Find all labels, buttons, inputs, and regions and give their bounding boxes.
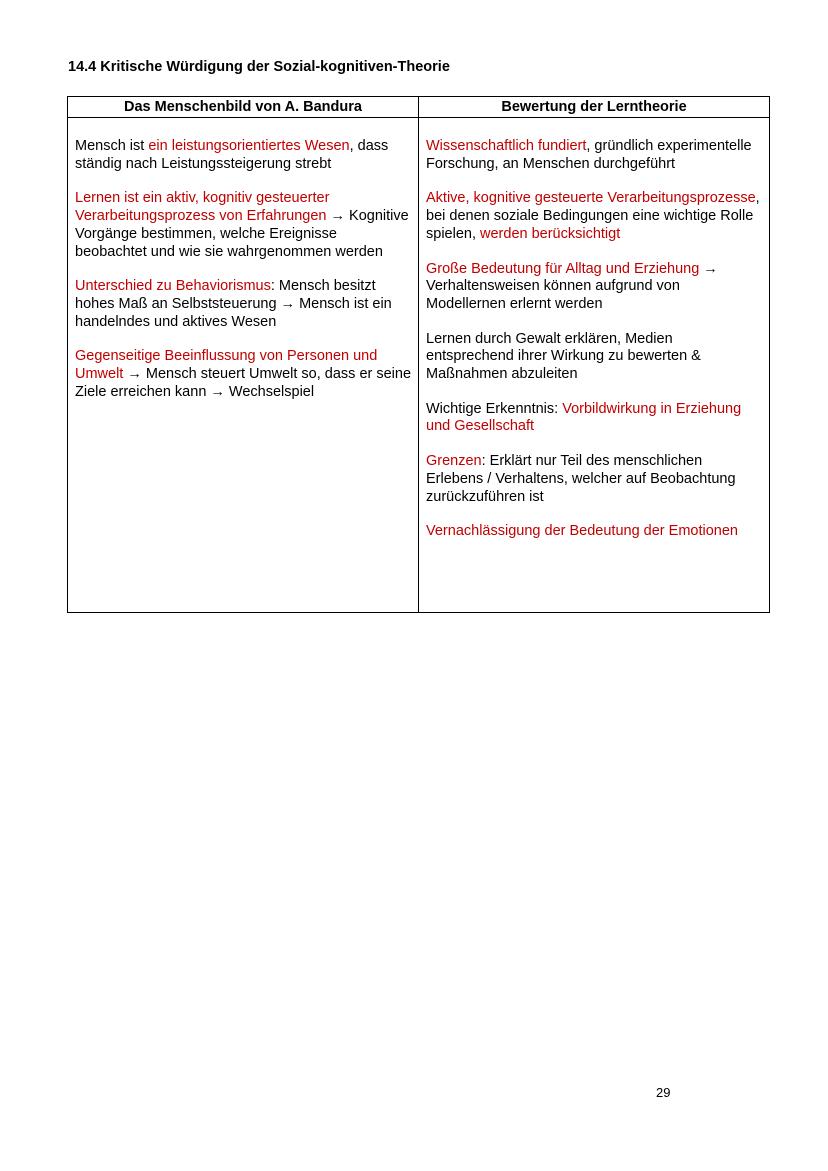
body-text: Wichtige Erkenntnis: [426,400,563,417]
bewertung-paragraph [426,523,763,541]
bewertung-paragraph [426,261,763,314]
section-title: 14.4 Kritische Würdigung der Sozial-kognitiven-Theorie [68,59,450,75]
highlight-text: Große Bedeutung für Alltag und Erziehung [426,260,700,277]
menschenbild-cell [68,118,419,613]
highlight-text: Grenzen [426,453,482,470]
bewertung-cell [419,118,770,613]
body-text: Mensch ist [75,138,149,154]
body-text: : Erklärt nur Teil des menschlichen Erlebens / Verhaltens, welcher auf Beobachtung zurückzuführen ist [426,453,736,505]
body-text: , gründlich experimentelle Forschung, an Menschen durchgeführt [426,138,752,172]
highlight-text: Aktive, kognitive gesteuerte Verarbeitungsprozesse [426,190,756,207]
bewertung-paragraphs [426,138,763,541]
body-text: → Kognitive Vorgänge bestimmen, welche Ereignisse beobachtet und wie sie wahrgenommen werden [75,208,409,260]
header-menschenbild: Das Menschenbild von A. Bandura [68,97,419,118]
menschenbild-paragraph [75,278,412,331]
highlight-text: Vernachlässigung der Bedeutung der Emotionen [426,523,738,540]
bewertung-paragraph [426,453,763,506]
comparison-table [67,96,770,613]
body-text: : Mensch besitzt hohes Maß an Selbststeuerung → Mensch ist ein handelndes und aktives Wesen [75,278,392,330]
bewertung-paragraph [426,401,763,436]
highlight-text: Gegenseitige Beeinflussung von Personen und Umwelt [75,348,378,383]
body-text: , dass ständig nach Leistungssteigerung strebt [75,138,389,172]
menschenbild-paragraph [75,348,412,401]
highlight-text: Lernen ist ein aktiv, kognitiv gesteuerter Verarbeitungsprozess von Erfahrungen [75,190,330,225]
header-bewertung: Bewertung der Lerntheorie [419,97,770,118]
bewertung-paragraph [426,138,763,173]
bewertung-paragraph [426,190,763,243]
body-text: Lernen durch Gewalt erklären, Medien entsprechend ihrer Wirkung zu bewerten & Maßnahmen abzuleiten [426,330,701,383]
body-text: , bei denen soziale Bedingungen eine wichtige Rolle spielen, [426,190,760,242]
menschenbild-paragraph [75,190,412,261]
menschenbild-paragraph [75,138,412,173]
highlight-text: Wissenschaftlich fundiert [426,138,587,154]
highlight-text: Vorbildwirkung in Erziehung und Gesellschaft [426,400,742,435]
bewertung-paragraph [426,331,763,384]
table-body-row [68,118,770,613]
body-text: → Mensch steuert Umwelt so, dass er seine Ziele erreichen kann → Wechselspiel [75,366,412,400]
highlight-text: werden berücksichtigt [480,225,621,242]
table-header-row [68,97,770,118]
menschenbild-paragraphs [75,138,412,401]
highlight-text: Unterschied zu Behaviorismus [75,278,271,295]
body-text: → Verhaltensweisen können aufgrund von Modellernen erlernt werden [426,260,718,312]
page-number: 29 [656,1085,671,1100]
highlight-text: ein leistungsorientiertes Wesen [148,138,350,154]
